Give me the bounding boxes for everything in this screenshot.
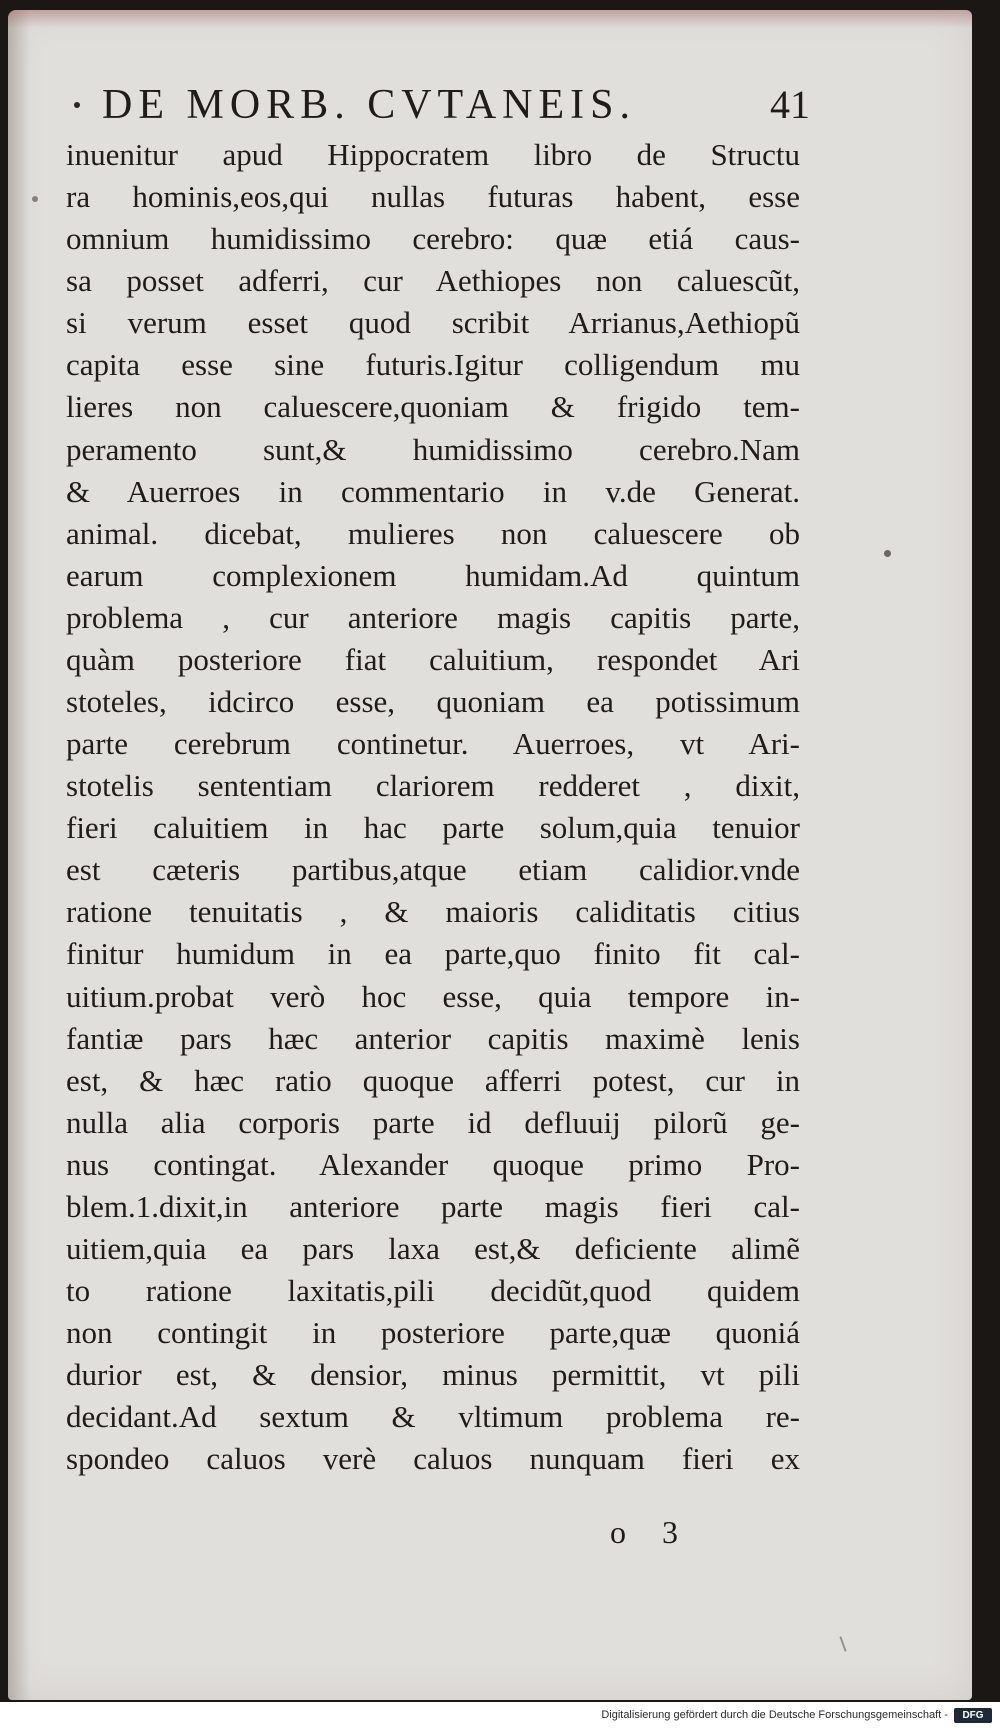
text-line: blem.1.dixit,in anteriore parte magis fieri cal- — [66, 1188, 800, 1224]
text-line: capita esse sine futuris.Igitur colligendum mu — [66, 347, 800, 383]
text-line: durior est, & densior, minus permittit, vt pili — [66, 1357, 800, 1393]
text-line: sa posset adferri, cur Aethiopes non caluescũt, — [66, 263, 800, 299]
text-line: finitur humidum in ea parte,quo finito fit cal- — [66, 936, 800, 972]
text-line: & Auerroes in commentario in v.de Generat. — [66, 473, 800, 509]
text-line: si verum esset quod scribit Arrianus,Aethiopũ — [66, 305, 800, 341]
folio-number: 41 — [770, 82, 810, 127]
text-line: est cæteris partibus,atque etiam calidior.vnde — [66, 852, 800, 888]
text-line: animal. dicebat, mulieres non caluescere ob — [66, 515, 800, 551]
text-line: stotelis sententiam clariorem redderet , dixit, — [66, 768, 800, 804]
text-line: spondeo caluos verè caluos nunquam fieri ex — [66, 1441, 800, 1477]
text-line: fantiæ pars hæc anterior capitis maximè lenis — [66, 1020, 800, 1056]
running-head — [74, 80, 810, 130]
text-line: omnium humidissimo cerebro: quæ etiá caus- — [66, 221, 800, 257]
text-line: ratione tenuitatis , & maioris caliditatis citius — [66, 894, 800, 930]
text-line: decidant.Ad sextum & vltimum problema re- — [66, 1399, 800, 1435]
text-line: peramento sunt,& humidissimo cerebro.Nam — [66, 431, 800, 467]
text-line: est, & hæc ratio quoque afferri potest, cur in — [66, 1062, 800, 1098]
text-line: ra hominis,eos,qui nullas futuras habent, esse — [66, 179, 800, 215]
text-line: nulla alia corporis parte id defluuij pilorũ ge- — [66, 1104, 800, 1140]
signature-mark: o 3 — [610, 1514, 692, 1550]
text-line: lieres non caluescere,quoniam & frigido tem- — [66, 389, 800, 425]
text-line: fieri caluitiem in hac parte solum,quia tenuior — [66, 810, 800, 846]
footer-credit: Digitalisierung gefördert durch die Deutsche Forschungsgemeinschaft - — [601, 1709, 948, 1721]
text-line: inuenitur apud Hippocratem libro de Structu — [66, 137, 800, 172]
text-line: problema , cur anteriore magis capitis parte, — [66, 599, 800, 635]
ink-speck — [32, 196, 38, 202]
text-line: earum complexionem humidam.Ad quintum — [66, 557, 800, 593]
body-text — [66, 134, 800, 1524]
page-edge-shadow-left — [8, 10, 30, 1700]
text-line: quàm posteriore fiat caluitium, respondet Ari — [66, 641, 800, 677]
text-line: non contingit in posteriore parte,quæ quoniá — [66, 1315, 800, 1351]
page-edge-shadow-top — [8, 10, 972, 28]
text-line: parte cerebrum continetur. Auerroes, vt Ari- — [66, 726, 800, 762]
text-line: uitiem,quia ea pars laxa est,& deficiente alimẽ — [66, 1231, 800, 1267]
head-dot-mark — [74, 102, 80, 108]
dfg-logo: DFG — [954, 1708, 992, 1723]
running-head-title: DE MORB. CVTANEIS. — [102, 82, 636, 128]
digitization-footer — [0, 1702, 1000, 1730]
text-line: stoteles, idcirco esse, quoniam ea potissimum — [66, 684, 800, 720]
text-line: uitium.probat verò hoc esse, quia tempore in- — [66, 978, 800, 1014]
ink-speck — [884, 550, 891, 557]
text-line: to ratione laxitatis,pili decidũt,quod quidem — [66, 1273, 800, 1309]
text-line: nus contingat. Alexander quoque primo Pro- — [66, 1146, 800, 1182]
